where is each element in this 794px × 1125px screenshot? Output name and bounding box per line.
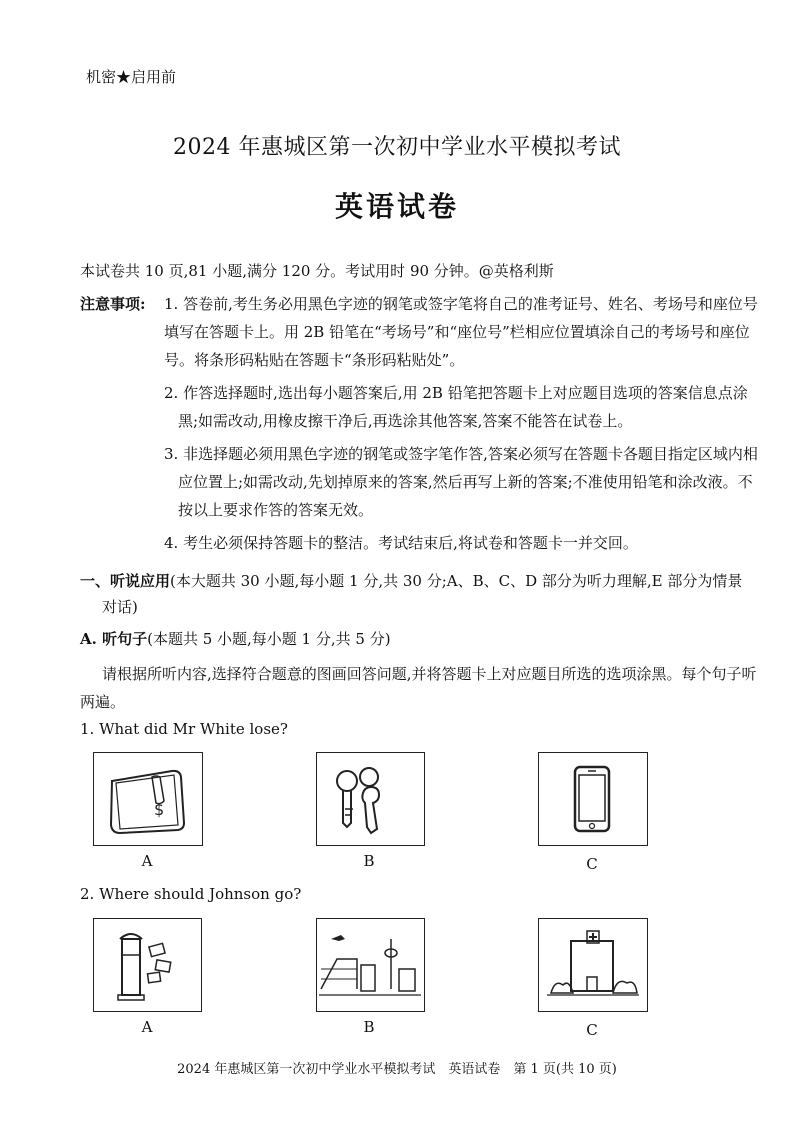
section-one-detail-cont: 对话) [102,598,138,616]
exam-subtitle: 英语试卷 [334,190,459,223]
question-2-text: 2. Where should Johnson go? [80,885,302,903]
wallet-icon [93,752,203,846]
option-label: B [363,1018,375,1036]
confidential-mark: 机密★启用前 [86,68,177,86]
exam-title: 2024 年惠城区第一次初中学业水平模拟考试 [173,135,621,160]
option-label: A [141,1018,153,1036]
svg-text:$: $ [154,800,165,819]
option-label: C [586,855,598,873]
section-one [80,568,760,620]
section-a-heading: A. 听句子 [80,630,148,648]
keys-icon [316,752,425,846]
phone-icon [538,752,648,846]
note-item: 3. 非选择题必须用黑色字迹的钢笔或签字笔作答,答案必须写在答题卡各题目指定区域内相应位置上;如需改动,先划掉原来的答案,然后再写上新的答案;不准使用铅笔和涂改液。不按以上要求作答的答案无效。 [164,445,758,519]
section-a-detail: (本题共 5 小题,每小题 1 分,共 5 分) [147,630,391,648]
notes-heading: 注意事项: [80,295,146,313]
note-item: 1. 答卷前,考生务必用黑色字迹的钢笔或签字笔将自己的准考证号、姓名、考场号和座位号填写在答题卡上。用 2B 铅笔在“考场号”和“座位号”栏相应位置填涂自己的考场号和座位号。将条形码粘贴在答题卡“条形码粘贴处”。 [164,295,758,369]
page-footer: 2024 年惠城区第一次初中学业水平模拟考试 英语试卷 第 1 页(共 10 页) [177,1062,617,1077]
option-label: C [586,1021,598,1039]
option-label: A [141,852,153,870]
section-a-instructions: 请根据所听内容,选择符合题意的图画回答问题,并将答题卡上对应题目所选的选项涂黑。每个句子听两遍。 [80,665,757,711]
post-office-icon [93,918,202,1012]
option-label: B [363,852,375,870]
notes-section [80,290,760,557]
city-icon [316,918,425,1012]
section-a [80,628,391,649]
note-item: 2. 作答选择题时,选出每小题答案后,用 2B 铅笔把答题卡上对应题目选项的答案信息点涂黑;如需改动,用橡皮擦干净后,再选涂其他答案,答案不能答在试卷上。 [164,384,748,430]
hospital-icon [538,918,648,1012]
section-one-heading: 一、听说应用 [80,572,171,590]
question-1-text: 1. What did Mr White lose? [80,720,288,738]
exam-intro: 本试卷共 10 页,81 小题,满分 120 分。考试用时 90 分钟。@英格利斯 [80,262,554,280]
note-item: 4. 考生必须保持答题卡的整洁。考试结束后,将试卷和答题卡一并交回。 [164,534,638,552]
section-one-detail: (本大题共 30 小题,每小题 1 分,共 30 分;A、B、C、D 部分为听力理解,E 部分为情景 [170,572,743,590]
